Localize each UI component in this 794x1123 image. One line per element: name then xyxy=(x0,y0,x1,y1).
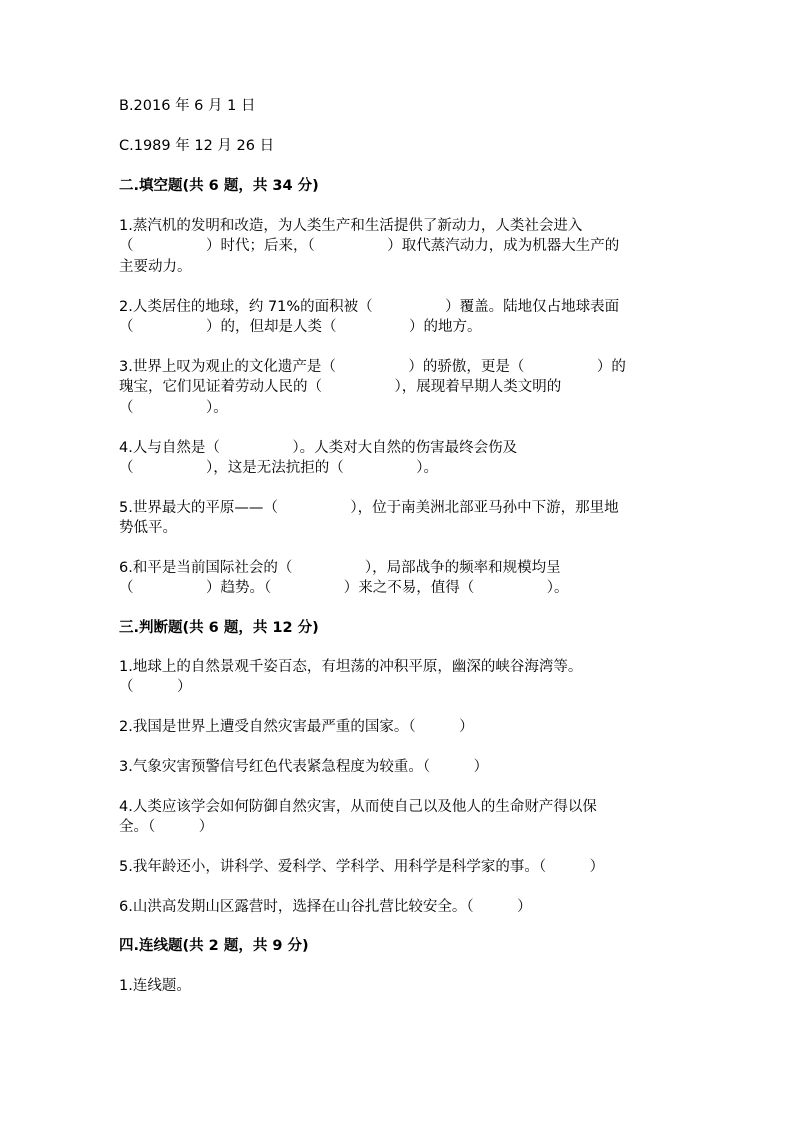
option-b: B.2016 年 6 月 1 日 xyxy=(119,98,256,114)
question-line: 瑰宝，它们见证着劳动人民的（ ），展现着早期人类文明的 xyxy=(119,379,562,395)
question-line: 1.地球上的自然景观千姿百态，有坦荡的冲积平原，幽深的峡谷海湾等。 xyxy=(119,659,583,675)
option-c: C.1989 年 12 月 26 日 xyxy=(119,138,275,154)
question-judge-5: 5.我年龄还小，讲科学、爱科学、学科学、用科学是科学家的事。（ ） xyxy=(119,859,605,875)
question-matching-1: 1.连线题。 xyxy=(119,978,191,994)
question-judge-6: 6.山洪高发期山区露营时，选择在山谷扎营比较安全。（ ） xyxy=(119,899,532,915)
question-judge-2: 2.我国是世界上遭受自然灾害最严重的国家。（ ） xyxy=(119,719,474,735)
question-line: （ ）时代；后来，（ ）取代蒸汽动力，成为机器大生产的 xyxy=(119,238,620,254)
question-line: （ ）。 xyxy=(119,400,228,416)
question-line: （ ）的，但却是人类（ ）的地方。 xyxy=(119,319,482,335)
question-line: 4.人与自然是（ ）。人类对大自然的伤害最终会伤及 xyxy=(119,440,518,456)
question-line: （ ），这是无法抗拒的（ ）。 xyxy=(119,460,438,476)
question-line: 势低平。 xyxy=(119,520,177,536)
question-judge-3: 3.气象灾害预警信号红色代表紧急程度为较重。（ ） xyxy=(119,759,489,775)
question-line: 主要动力。 xyxy=(119,259,192,275)
question-line: （ ）趋势。（ ）来之不易，值得（ ）。 xyxy=(119,580,569,596)
question-line: 3.世界上叹为观止的文化遗产是（ ）的骄傲，更是（ ）的 xyxy=(119,359,626,375)
section-heading-fill-blank: 二.填空题(共 6 题，共 34 分) xyxy=(119,178,319,194)
question-line: 5.世界最大的平原——（ ），位于南美洲北部亚马孙中下游，那里地 xyxy=(119,500,619,516)
question-line: 4.人类应该学会如何防御自然灾害，从而使自己以及他人的生命财产得以保 xyxy=(119,799,597,815)
section-heading-true-false: 三.判断题(共 6 题，共 12 分) xyxy=(119,620,319,636)
section-heading-matching: 四.连线题(共 2 题，共 9 分) xyxy=(119,938,309,954)
question-line: 1.蒸汽机的发明和改造，为人类生产和生活提供了新动力，人类社会进入 xyxy=(119,218,583,234)
question-line: 2.人类居住的地球，约 71%的面积被（ ）覆盖。陆地仅占地球表面 xyxy=(119,299,620,315)
question-line: 全。（ ） xyxy=(119,819,214,835)
question-line: 6.和平是当前国际社会的（ ），局部战争的频率和规模均呈 xyxy=(119,560,561,576)
question-line: （ ） xyxy=(119,679,192,695)
